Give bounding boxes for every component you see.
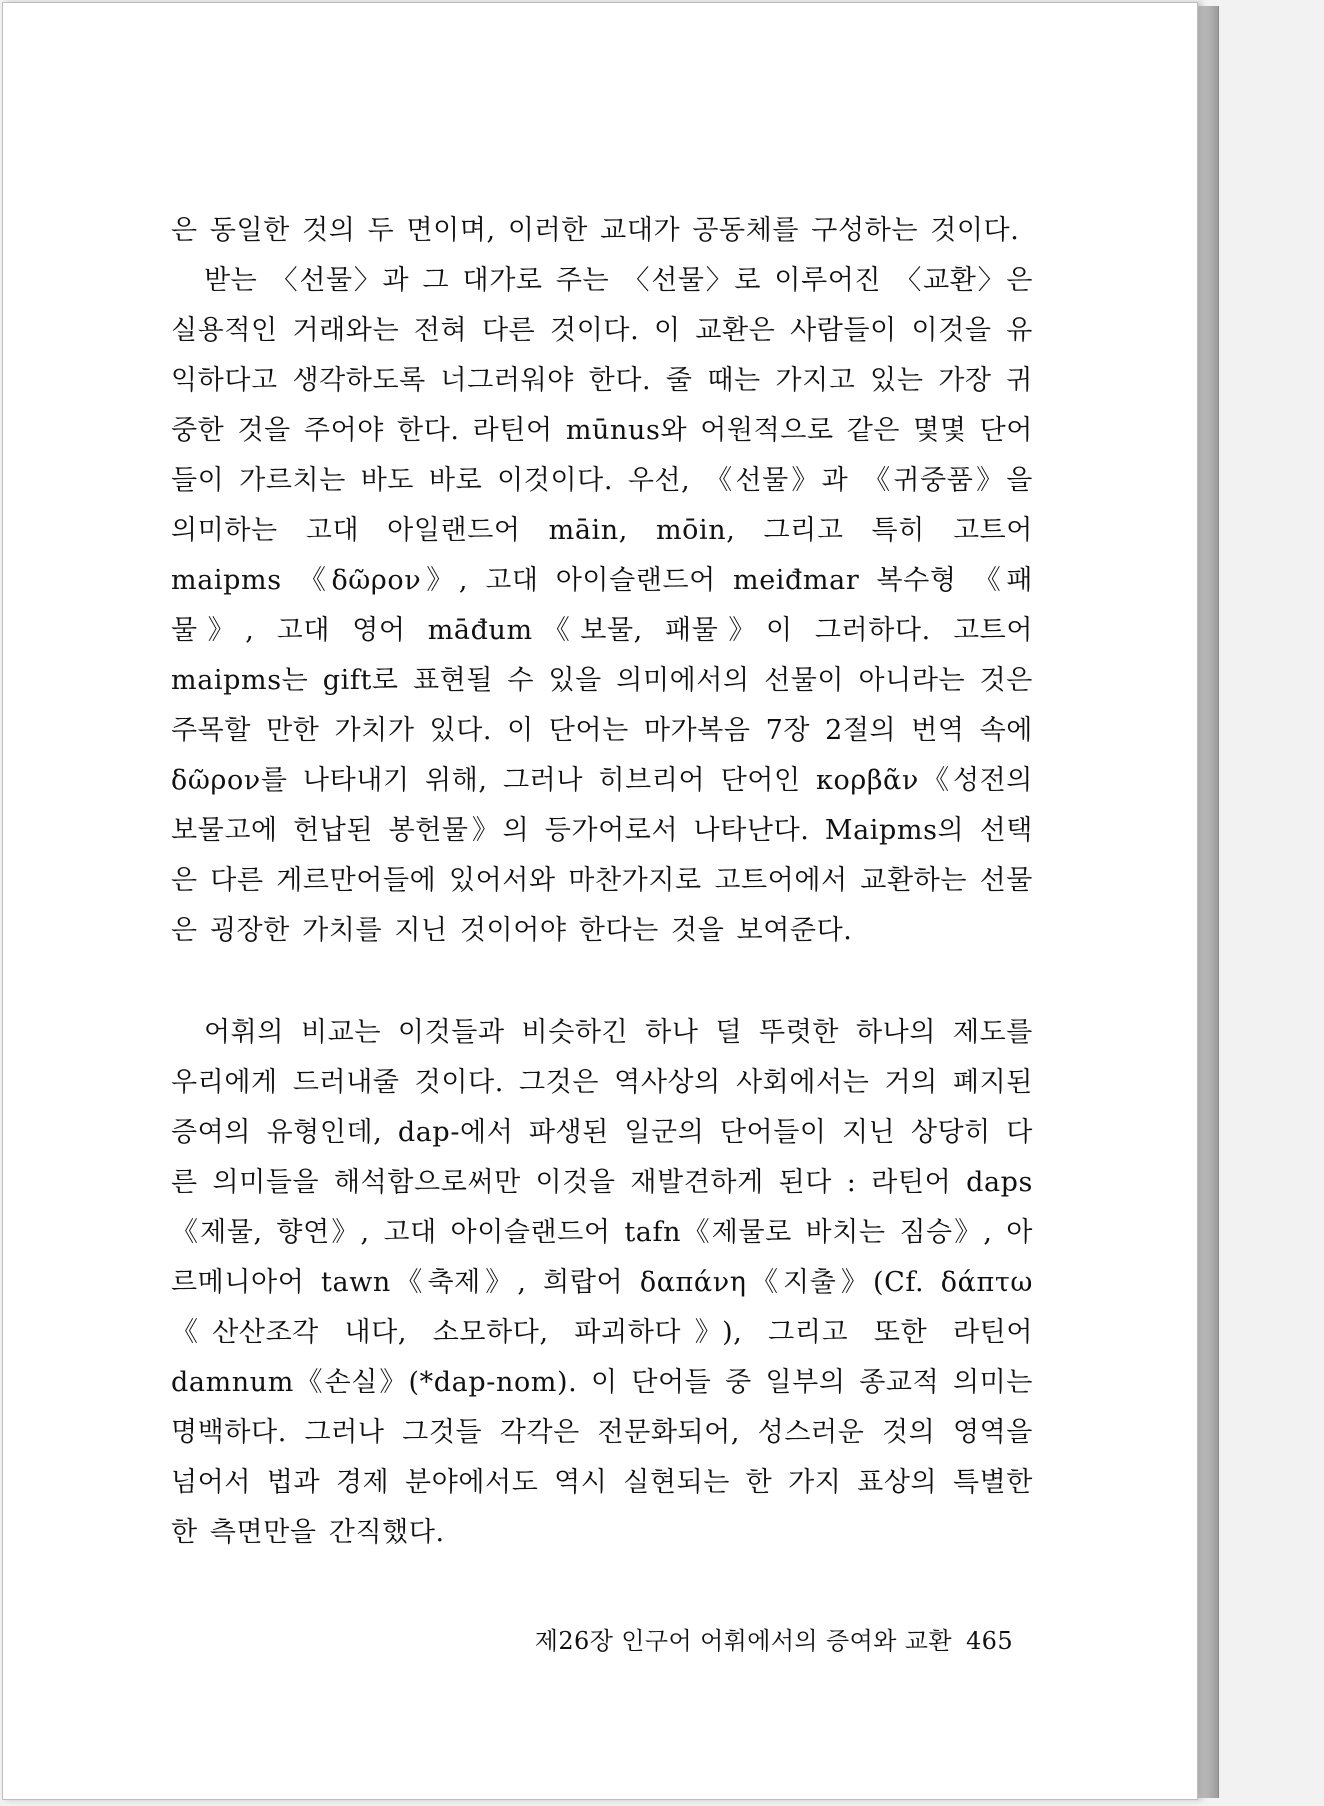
chapter-title: 제26장 인구어 어휘에서의 증여와 교환 bbox=[534, 1627, 952, 1655]
section-gap bbox=[171, 956, 1033, 1008]
paragraph-1: 은 동일한 것의 두 면이며, 이러한 교대가 공동체를 구성하는 것이다. bbox=[171, 215, 1020, 246]
page-edge bbox=[1196, 6, 1219, 1798]
paragraph-3: 어휘의 비교는 이것들과 비슷하긴 하나 덜 뚜렷한 하나의 제도를 우리에게 드러내줄 것이다. 그것은 역사상의 사회에서는 거의 폐지된 증여의 유형인데, dap-에서 파생된 일군의 단어들이 지닌 상당히 다른 의미들을 해석함으로써만 이것을 재발견하게 된다 : 라틴어 daps《제물, 향연》, 고대 아이슬랜드어 tafn《제물로 바치는 짐승》, 아르메니아어 tawn《축제》, 희랍어 δαπάνη《지출》(Cf. δάπτω《산산조각 내다, 소모하다, 파괴하다》), 그리고 또한 라틴어 damnum《손실》(*dap-nom). 이 단어들 중 일부의 종교적 의미는 명백하다. 그러나 그것들 각각은 전문화되어, 성스러운 것의 영역을 넘어서 법과 경제 분야에서도 역시 실현되는 한 가지 표상의 특별한 한 측면만을 간직했다. bbox=[171, 1017, 1033, 1548]
body-text bbox=[171, 206, 1033, 1558]
page-number: 465 bbox=[965, 1627, 1013, 1655]
paragraph-2: 받는 〈선물〉과 그 대가로 주는 〈선물〉로 이루어진 〈교환〉은 실용적인 거래와는 전혀 다른 것이다. 이 교환은 사람들이 이것을 유익하다고 생각하도록 너그러워야 한다. 줄 때는 가지고 있는 가장 귀중한 것을 주어야 한다. 라틴어 mūnus와 어원적으로 같은 몇몇 단어들이 가르치는 바도 바로 이것이다. 우선, 《선물》과 《귀중품》을 의미하는 고대 아일랜드어 māin, mōin, 그리고 특히 고트어 maipms 《δῶρον》, 고대 아이슬랜드어 meiđmar 복수형 《패물》, 고대 영어 māđum《보물, 패물》이 그러하다. 고트어 maipms는 gift로 표현될 수 있을 의미에서의 선물이 아니라는 것은 주목할 만한 가치가 있다. 이 단어는 마가복음 7장 2절의 번역 속에 δῶρον를 나타내기 위해, 그러나 히브리어 단어인 κορβᾶν《성전의 보물고에 헌납된 봉헌물》의 등가어로서 나타난다. Maipms의 선택은 다른 게르만어들에 있어서와 마찬가지로 고트어에서 교환하는 선물은 굉장한 가치를 지닌 것이어야 한다는 것을 보여준다. bbox=[171, 265, 1033, 946]
running-footer bbox=[473, 1621, 1013, 1656]
book-page bbox=[2, 2, 1198, 1800]
